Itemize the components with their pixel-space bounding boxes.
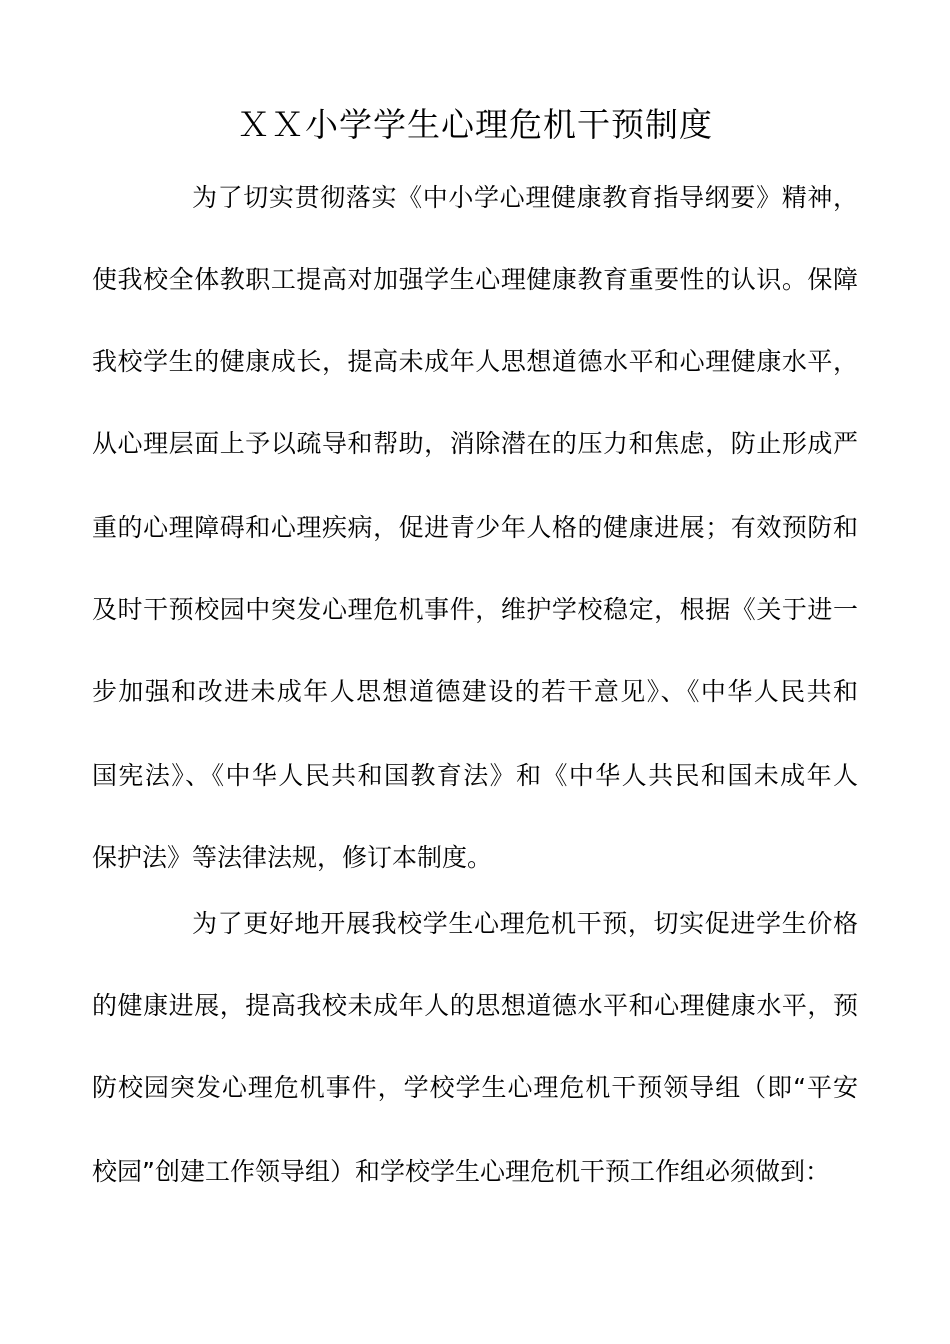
paragraph-1-line-8: 国宪法》、《中华人民共和国教育法》和《中华人共民和国未成年人 <box>92 761 858 790</box>
paragraph-1-line-9: 保护法》等法律法规，修订本制度。 <box>92 843 493 872</box>
paragraph-2-line-1: 为了更好地开展我校学生心理危机干预，切实促进学生价格 <box>192 909 858 938</box>
paragraph-2-line-2: 的健康进展，提高我校未成年人的思想道德水平和心理健康水平，预 <box>92 991 858 1020</box>
document-title: ＸＸ小学学生心理危机干预制度 <box>237 105 713 144</box>
paragraph-2-line-4: 校园”创建工作领导组）和学校学生心理危机干预工作组必须做到： <box>92 1157 830 1186</box>
paragraph-1-line-7: 步加强和改进未成年人思想道德建设的若干意见》、《中华人民共和 <box>92 677 858 706</box>
paragraph-1-line-1: 为了切实贯彻落实《中小学心理健康教育指导纲要》精神， <box>192 183 858 212</box>
paragraph-1-line-4: 从心理层面上予以疏导和帮助，消除潜在的压力和焦虑，防止形成严 <box>92 429 858 458</box>
paragraph-1-line-3: 我校学生的健康成长，提高未成年人思想道德水平和心理健康水平， <box>92 347 858 376</box>
paragraph-1-line-6: 及时干预校园中突发心理危机事件，维护学校稳定，根据《关于进一 <box>92 595 858 624</box>
paragraph-1-line-2: 使我校全体教职工提高对加强学生心理健康教育重要性的认识。保障 <box>92 265 858 294</box>
paragraph-2-line-3: 防校园突发心理危机事件，学校学生心理危机干预领导组（即“平安 <box>92 1073 858 1102</box>
paragraph-1-line-5: 重的心理障碍和心理疾病，促进青少年人格的健康进展；有效预防和 <box>92 513 858 542</box>
